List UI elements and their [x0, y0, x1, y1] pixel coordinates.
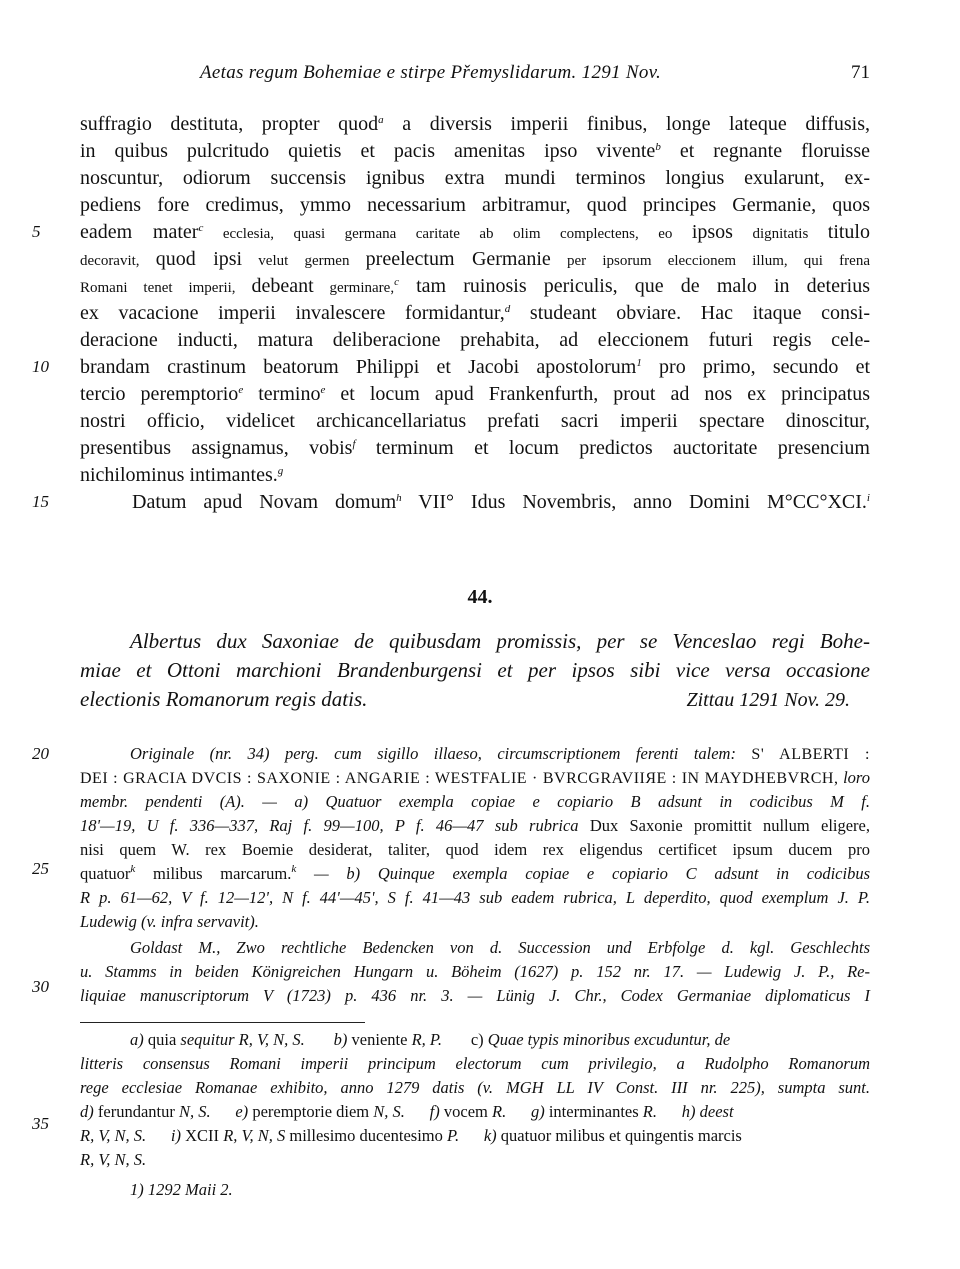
note-line: Goldast M., Zwo rechtliche Bedencken von d. Succession und Erbfolge d. kgl. Geschlechts	[130, 938, 870, 957]
line-number: 35	[32, 1114, 49, 1133]
body-line: nostri officio, videlicet archicancellariatus prefati sacri imperii spectare dinoscitur,	[80, 410, 870, 432]
line-number: 20	[32, 744, 49, 763]
line-number: 10	[32, 357, 49, 376]
footnote-line: R, V, N, S.	[80, 1150, 147, 1169]
note-line: Ludewig (v. infra servavit).	[80, 912, 259, 931]
note-line: 18'—19, U f. 336—337, Raj f. 99—100, P f. 46—47 sub rubrica Dux Saxonie promittit nullum eligere,	[80, 816, 870, 835]
document-number: 44.	[467, 586, 493, 608]
line-number: 15	[32, 492, 49, 511]
note-line: nisi quem W. rex Boemie desiderat, taliter, quod idem rex eligendus certificet ipsum ducem pro	[80, 840, 870, 859]
footnote-line: litteris consensus Romani imperii principum electorum cum privilegio, a Rudolpho Romanorum	[80, 1054, 870, 1073]
running-title: Aetas regum Bohemiae e stirpe Přemyslidarum. 1291 Nov.	[200, 62, 662, 83]
note-line: liquiae manuscriptorum V (1723) p. 436 nr. 3. — Lünig J. Chr., Codex Germaniae diplomaticus I	[80, 986, 870, 1005]
line-number: 30	[32, 977, 49, 996]
body-line: pediens fore credimus, ymmo necessarium arbitramur, quod principes Germanie, quos	[80, 194, 870, 216]
footnote-rule	[80, 1022, 365, 1023]
body-line: eadem mater$^c$ ecclesia, quasi germana caritate ab olim complectens, eo ipsos dignitatis titulo	[80, 221, 870, 243]
footnote-line: a) quia sequitur R, V, N, S. b) veniente R, P. c) Quae typis minoribus excuduntur, de	[130, 1030, 731, 1049]
body-line: deracione inducti, matura deliberacione prehabita, ad eleccionem futuri regis cele-	[80, 329, 870, 351]
body-line: ex vacacione imperii invalescere formidantur,$^d$ studeant obviare. Hac itaque consi-	[80, 302, 871, 324]
body-line: decoravit, quod ipsi velut germen preelectum Germanie per ipsorum eleccionem illum, qui frena	[80, 248, 870, 270]
line-number: 25	[32, 859, 49, 878]
regest-date: Zittau 1291 Nov. 29.	[686, 689, 850, 711]
footnote-line: rege ecclesiae Romanae exhibito, anno 1279 datis (v. MGH LL IV Const. III nr. 225), sumpta sunt.	[80, 1078, 870, 1097]
body-line: presentibus assignamus, vobis$^f$ terminum et locum predictos auctoritate presencium	[80, 437, 870, 459]
note-line: quatuor$^k$ milibus marcarum.$^k$ — b) Quinque exempla copiae e copiario C adsunt in codicibus	[80, 863, 871, 883]
regest-line: electionis Romanorum regis datis.	[80, 687, 368, 711]
regest-line: Albertus dux Saxoniae de quibusdam promissis, per se Venceslao regi Bohe-	[130, 629, 870, 653]
dating-clause: Datum apud Novam domum$^h$ VII° Idus Novembris, anno Domini M°CC°XCI.$^i$	[132, 491, 870, 513]
footnote-line: 1) 1292 Maii 2.	[130, 1180, 233, 1199]
note-line: Originale (nr. 34) perg. cum sigillo illaeso, circumscriptionem ferenti talem: S' ALBERTI :	[130, 744, 870, 763]
regest-line: miae et Ottoni marchioni Brandenburgensi et per ipsos sibi vice versa occasione	[80, 658, 870, 682]
note-line: DEI : GRACIA DVCIS : SAXONIE : ANGARIE : WESTFALIE · BVRCGRAVIIЯE : IN MAYDHEBVRCH, loro	[80, 768, 870, 787]
body-line: brandam crastinum beatorum Philippi et Jacobi apostolorum$^1$ pro primo, secundo et	[80, 356, 871, 378]
note-line: membr. pendenti (A). — a) Quatuor exempla copiae e copiario B adsunt in codicibus M f.	[80, 792, 870, 811]
body-line: tercio peremptorio$^e$ termino$^e$ et locum apud Frankenfurth, prout ad nos ex principatus	[80, 383, 870, 405]
page-number: 71	[851, 62, 870, 83]
body-line: in quibus pulcritudo quietis et pacis amenitas ipso vivente$^b$ et regnante floruisse	[80, 140, 870, 162]
body-line: noscuntur, odiorum succensis ignibus extra mundi terminos longius exularunt, ex-	[80, 167, 870, 189]
body-line: Romani tenet imperii, debeant germinare,$^c$ tam ruinosis periculis, que de malo in deterius	[80, 275, 870, 297]
note-line: u. Stamms in beiden Königreichen Hungarn u. Böheim (1627) p. 152 nr. 17. — Ludewig J. P., Re-	[80, 962, 870, 981]
note-line: R p. 61—62, V f. 12—12', N f. 44'—45', S f. 41—43 sub eadem rubrica, L deperdito, quod exemplum J. P.	[80, 888, 870, 907]
body-line: suffragio destituta, propter quod$^a$ a diversis imperii finibus, longe lateque diffusis,	[80, 113, 871, 135]
footnote-line: d) ferundantur N, S. e) peremptorie diem N, S. f) vocem R. g) interminantes R. h) deest	[80, 1102, 734, 1121]
running-header	[0, 62, 960, 88]
footnote-line: R, V, N, S. i) XCII R, V, N, S millesimo ducentesimo P. k) quatuor milibus et quingentis marcis	[80, 1126, 742, 1145]
body-line: nichilominus intimantes.$^g$	[80, 464, 284, 486]
line-number: 5	[32, 222, 41, 241]
